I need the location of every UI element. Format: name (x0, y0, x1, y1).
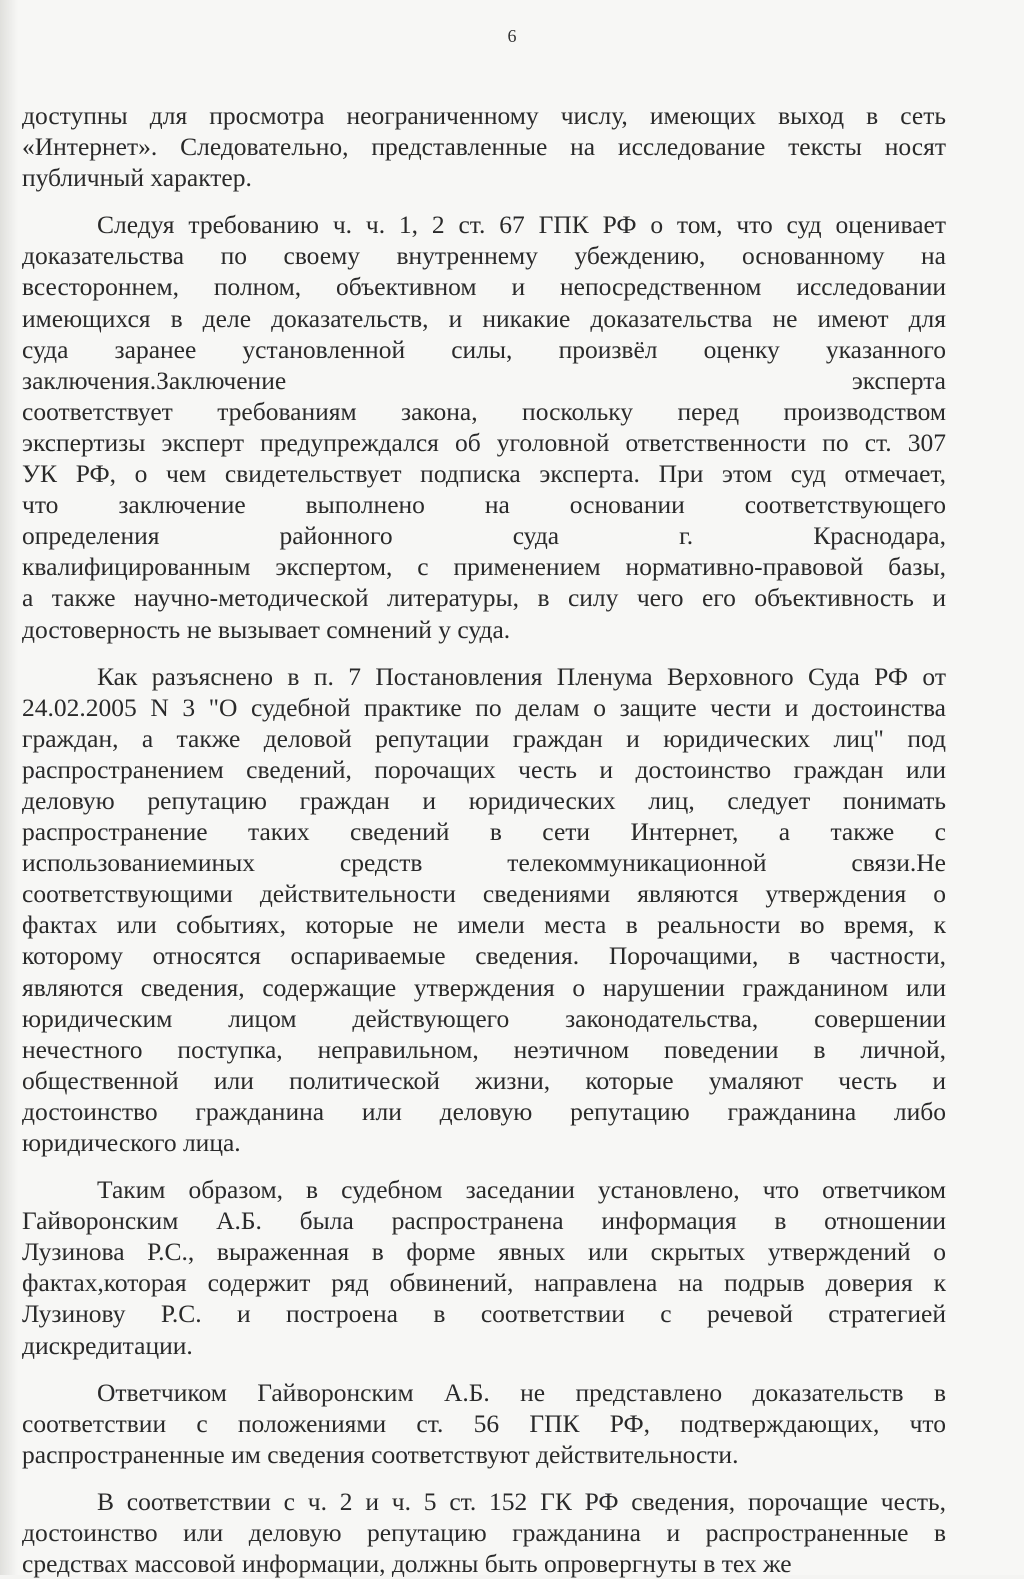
text-line: определения районного суда г. Краснодара, (22, 521, 946, 551)
text-line: юридическим лицом действующего законодательства, совершении (22, 1003, 946, 1033)
text-line: юридического лица. (22, 1128, 241, 1157)
text-line: имеющихся в деле доказательств, и никакие доказательства не имеют для (22, 303, 946, 333)
text-line: являются сведения, содержащие утверждения о нарушении гражданином или (22, 972, 946, 1002)
text-line: суда заранее установленной силы, произвёл оценку указанного (22, 334, 946, 364)
text-line: достоверность не вызывает сомнений у суда. (22, 614, 511, 644)
text-line: «Интернет». Следовательно, представленные на исследование тексты носят (22, 132, 946, 162)
scan-edge-shadow (0, 0, 18, 1575)
text-line: которому относятся оспариваемые сведения. Порочащими, в частности, (22, 941, 946, 971)
text-line: нечестного поступка, неправильном, неэтичном поведении в личной, (22, 1034, 946, 1064)
text-line: Гайворонским А.Б. была распространена информация в отношении (22, 1206, 946, 1236)
text-line: граждан, а также деловой репутации граждан и юридических лиц" под (22, 723, 946, 753)
text-line: Ответчиком Гайворонским А.Б. не представлено доказательств в (97, 1377, 946, 1407)
text-line: достоинство или деловую репутацию гражданина и распространенные в (22, 1518, 946, 1548)
text-line: деловую репутацию граждан и юридических лиц, следует понимать (22, 785, 946, 815)
paragraph-p2 (22, 209, 946, 644)
paragraph-gap (22, 193, 946, 209)
text-line: распространенные им сведения соответствуют действительности. (22, 1439, 739, 1469)
text-line: распространение таких сведений в сети Интернет, а также с (22, 817, 946, 847)
document-body (22, 100, 946, 1579)
text-line: доказательства по своему внутреннему убеждению, основанному на (22, 241, 946, 271)
text-line: Как разъяснено в п. 7 Постановления Пленума Верховного Суда РФ от (97, 661, 946, 691)
text-line: Следуя требованию ч. ч. 1, 2 ст. 67 ГПК РФ о том, что суд оценивает (97, 210, 946, 240)
text-line: квалифицированным экспертом, с применением нормативно-правовой базы, (22, 552, 946, 582)
text-line: а также научно-методической литературы, в силу чего его объективность и (22, 583, 946, 613)
text-line: Таким образом, в судебном заседании установлено, что ответчиком (97, 1175, 946, 1205)
text-line: фактах,которая содержит ряд обвинений, направлена на подрыв доверия к (22, 1268, 946, 1298)
paragraph-p5 (22, 1377, 946, 1470)
paragraph-p1 (22, 100, 946, 193)
text-line: 24.02.2005 N 3 "О судебной практике по делам о защите чести и достоинства (22, 692, 946, 722)
text-line: публичный характер. (22, 163, 252, 193)
paragraph-gap (22, 1158, 946, 1174)
paragraph-gap (22, 1361, 946, 1377)
text-line: заключения.Заключение эксперта (22, 365, 946, 395)
text-line: УК РФ, о чем свидетельствует подписка эксперта. При этом суд отмечает, (22, 459, 946, 489)
page-number: 6 (507, 26, 517, 46)
text-line: что заключение выполнено на основании соответствующего (22, 490, 946, 520)
paragraph-gap (22, 645, 946, 661)
paragraph-p3 (22, 661, 946, 1159)
text-line: экспертизы эксперт предупреждался об уголовной ответственности по ст. 307 (22, 427, 946, 457)
text-line: дискредитации. (22, 1330, 193, 1360)
text-line: средствах массовой информации, должны быть опровергнуты в тех же (22, 1549, 792, 1579)
text-line: Лузинову Р.С. и построена в соответствии с речевой стратегией (22, 1299, 946, 1329)
text-line: Лузинова Р.С., выраженная в форме явных или скрытых утверждений о (22, 1237, 946, 1267)
text-line: достоинство гражданина или деловую репутацию гражданина либо (22, 1096, 946, 1126)
text-line: использованиеминых средств телекоммуникационной связи.Не (22, 848, 946, 878)
text-line: В соответствии с ч. 2 и ч. 5 ст. 152 ГК РФ сведения, порочащие честь, (97, 1486, 946, 1516)
text-line: распространением сведений, порочащих честь и достоинство граждан или (22, 754, 946, 784)
text-line: общественной или политической жизни, которые умаляют честь и (22, 1065, 946, 1095)
text-line: фактах или событиях, которые не имели места в реальности во время, к (22, 910, 946, 940)
text-line: соответствует требованиям закона, поскольку перед производством (22, 396, 946, 426)
text-line: всестороннем, полном, объективном и непосредственном исследовании (22, 272, 946, 302)
paragraph-p6 (22, 1486, 946, 1579)
paragraph-p4 (22, 1174, 946, 1361)
text-line: соответствии с положениями ст. 56 ГПК РФ, подтверждающих, что (22, 1408, 946, 1438)
text-line: доступны для просмотра неограниченному числу, имеющих выход в сеть (22, 101, 946, 130)
paragraph-gap (22, 1470, 946, 1486)
text-line: соответствующими действительности сведениями являются утверждения о (22, 879, 946, 909)
